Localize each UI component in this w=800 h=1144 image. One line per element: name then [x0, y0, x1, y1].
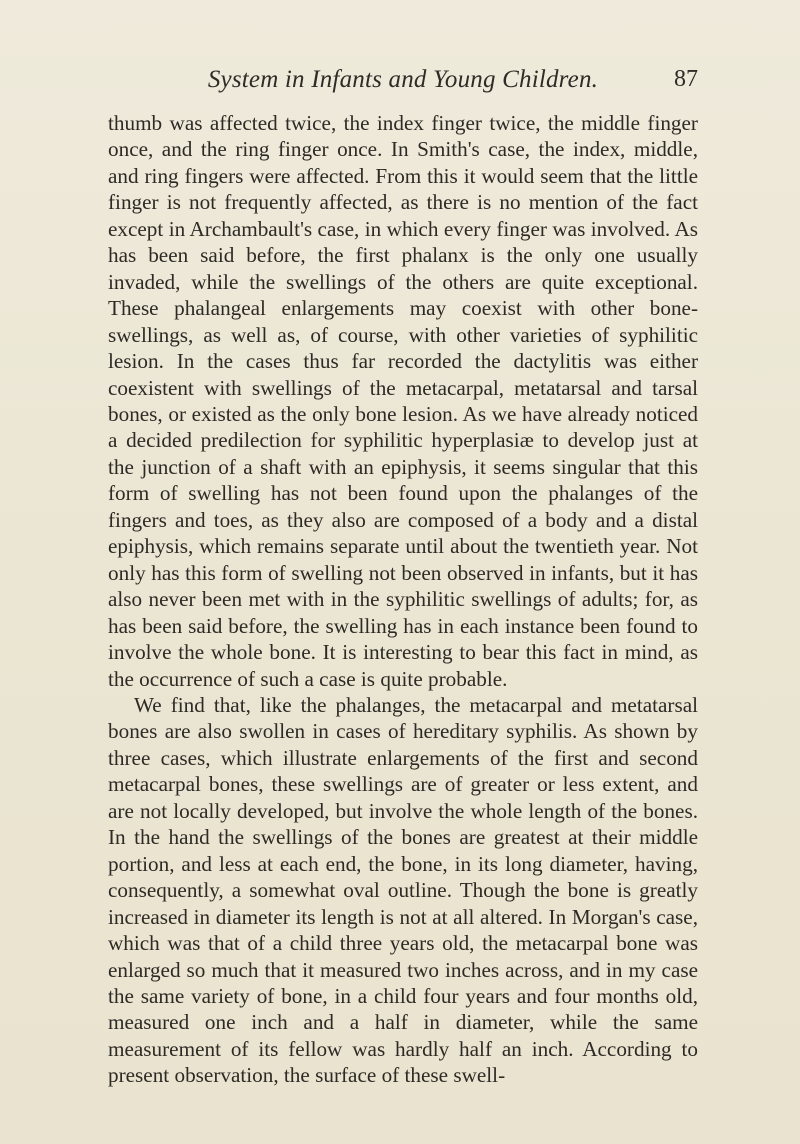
page-header: [108, 66, 698, 106]
page-number: 87: [674, 66, 698, 92]
body-text: [108, 110, 698, 1089]
running-title: System in Infants and Young Children.: [207, 66, 599, 93]
paragraph-continued: thumb was affected twice, the index finger twice, the middle finger once, and the ring finger once. In Smith's case, the index, middle, and ring fingers were affected. From this it would seem that the little finger is not frequently affected, as there is no mention of the fact except in Archambault's case, in which every finger was involved. As has been said before, the first phalanx is the only one usually invaded, while the swellings of the others are quite exceptional. These phalangeal enlargements may coexist with other bone-swellings, as well as, of course, with other varieties of syphilitic lesion. In the cases thus far recorded the dactylitis was either coexistent with swellings of the metacarpal, metatarsal and tarsal bones, or existed as the only bone lesion. As we have already noticed a decided predilection for syphilitic hyperplasiæ to develop just at the junction of a shaft with an epiphysis, it seems singular that this form of swelling has not been found upon the phalanges of the fingers and toes, as they also are composed of a body and a distal epiphysis, which remains separate until about the twentieth year. Not only has this form of swelling not been observed in infants, but it has also never been met with in the syphilitic swellings of adults; for, as has been said before, the swelling has in each instance been found to involve the whole bone. It is interesting to bear this fact in mind, as the occurrence of such a case is quite probable.: [108, 111, 698, 691]
paragraph: We find that, like the phalanges, the metacarpal and metatarsal bones are also swollen in cases of hereditary syphilis. As shown by three cases, which illustrate enlargements of the first and second metacarpal bones, these swellings are of greater or less extent, and are not locally developed, but involve the whole length of the bones. In the hand the swellings of the bones are greatest at their middle portion, and less at each end, the bone, in its long diameter, having, consequently, a somewhat oval outline. Though the bone is greatly increased in diameter its length is not at all altered. In Morgan's case, which was that of a child three years old, the metacarpal bone was enlarged so much that it measured two inches across, and in my case the same variety of bone, in a child four years and four months old, measured one inch and a half in diameter, while the same measurement of its fellow was hardly half an inch. According to present observation, the surface of these swell-: [108, 692, 698, 1088]
